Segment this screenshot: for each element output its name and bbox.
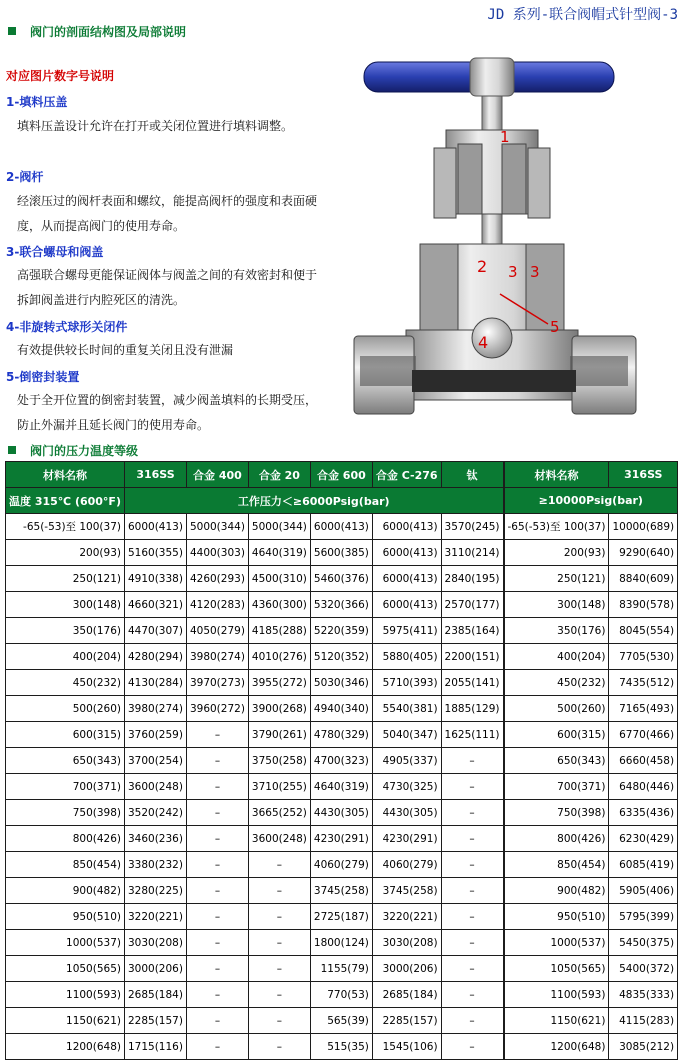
section-heading-pressure: [8, 442, 138, 459]
header-cell: 合金 20: [248, 462, 310, 488]
table-cell: 250(121): [504, 566, 609, 592]
table-cell: 900(482): [504, 878, 609, 904]
table-cell: 4640(319): [310, 774, 372, 800]
table-cell: 4780(329): [310, 722, 372, 748]
table-cell: 4130(284): [124, 670, 186, 696]
table-row: [6, 1008, 678, 1034]
table-cell: 6000(413): [372, 566, 441, 592]
table-cell: 3030(208): [124, 930, 186, 956]
table-cell: 7435(512): [609, 670, 678, 696]
table-cell: 900(482): [6, 878, 125, 904]
table-cell: –: [248, 1034, 310, 1060]
table-cell: 770(53): [310, 982, 372, 1008]
table-cell: 2570(177): [441, 592, 503, 618]
table-cell: –: [441, 1034, 503, 1060]
table-cell: 5120(352): [310, 644, 372, 670]
table-cell: 3220(221): [124, 904, 186, 930]
table-cell: 600(315): [6, 722, 125, 748]
table-row: [6, 800, 678, 826]
table-cell: 750(398): [504, 800, 609, 826]
table-cell: 1800(124): [310, 930, 372, 956]
table-cell: –: [186, 826, 248, 852]
header-cell: 316SS: [124, 462, 186, 488]
table-subheader-row: [6, 488, 678, 514]
table-cell: –: [441, 826, 503, 852]
table-cell: –: [441, 1008, 503, 1034]
table-cell: 1155(79): [310, 956, 372, 982]
table-cell: 3460(236): [124, 826, 186, 852]
diagram-label-4: 4: [478, 333, 489, 352]
table-cell: –: [441, 982, 503, 1008]
table-row: [6, 670, 678, 696]
table-cell: 600(315): [504, 722, 609, 748]
table-cell: 3970(273): [186, 670, 248, 696]
item-body-5: 处于全开位置的倒密封装置，减少阀盖填料的长期受压，防止外漏并且延长阀门的使用寿命。: [17, 393, 318, 432]
table-cell: 7165(493): [609, 696, 678, 722]
table-cell: 350(176): [504, 618, 609, 644]
table-cell: 4360(300): [248, 592, 310, 618]
table-cell: 2685(184): [124, 982, 186, 1008]
bullet-square-icon: [8, 27, 16, 35]
table-cell: 5905(406): [609, 878, 678, 904]
table-cell: 5795(399): [609, 904, 678, 930]
table-cell: 6770(466): [609, 722, 678, 748]
table-cell: 6000(413): [372, 540, 441, 566]
table-cell: 4835(333): [609, 982, 678, 1008]
table-cell: 5975(411): [372, 618, 441, 644]
table-cell: 6335(436): [609, 800, 678, 826]
table-cell: 3600(248): [248, 826, 310, 852]
table-cell: 3600(248): [124, 774, 186, 800]
table-cell: 4230(291): [372, 826, 441, 852]
table-cell: 4060(279): [372, 852, 441, 878]
table-cell: –: [248, 878, 310, 904]
table-cell: 3000(206): [124, 956, 186, 982]
table-cell: 1545(106): [372, 1034, 441, 1060]
table-cell: 4185(288): [248, 618, 310, 644]
table-cell: 5220(359): [310, 618, 372, 644]
table-cell: 450(232): [504, 670, 609, 696]
table-cell: –: [248, 1008, 310, 1034]
table-cell: 3900(268): [248, 696, 310, 722]
table-cell: –: [186, 748, 248, 774]
table-cell: 5400(372): [609, 956, 678, 982]
table-row: [6, 930, 678, 956]
table-row: [6, 982, 678, 1008]
table-cell: –: [186, 1034, 248, 1060]
table-cell: 2385(164): [441, 618, 503, 644]
table-cell: 6660(458): [609, 748, 678, 774]
table-cell: 5000(344): [186, 514, 248, 540]
table-cell: 1150(621): [504, 1008, 609, 1034]
table-cell: 5160(355): [124, 540, 186, 566]
table-row: [6, 826, 678, 852]
table-cell: 5450(375): [609, 930, 678, 956]
table-cell: –: [441, 904, 503, 930]
table-cell: 1885(129): [441, 696, 503, 722]
table-cell: 6000(413): [124, 514, 186, 540]
item-title-3: 3-联合螺母和阀盖: [6, 245, 104, 259]
diagram-label-2: 2: [477, 257, 488, 276]
table-cell: 450(232): [6, 670, 125, 696]
table-cell: 4730(325): [372, 774, 441, 800]
item-body-1: 填料压盖设计允许在打开或关闭位置进行填料调整。: [17, 119, 294, 133]
section-heading-structure: [8, 23, 186, 40]
table-cell: 3220(221): [372, 904, 441, 930]
valve-cross-section-diagram: [350, 56, 670, 426]
table-cell: 950(510): [6, 904, 125, 930]
table-cell: 300(148): [6, 592, 125, 618]
table-cell: 4280(294): [124, 644, 186, 670]
diagram-label-3b: 3: [530, 263, 540, 281]
table-cell: –: [248, 956, 310, 982]
table-cell: 9290(640): [609, 540, 678, 566]
table-cell: 10000(689): [609, 514, 678, 540]
table-cell: 5600(385): [310, 540, 372, 566]
header-cell: 材料名称: [6, 462, 125, 488]
item-title-1: 1-填料压盖: [6, 95, 68, 109]
table-cell: 500(260): [6, 696, 125, 722]
item-title-5: 5-倒密封装置: [6, 370, 80, 384]
pressure-temperature-table: [5, 461, 678, 1060]
item-title-2: 2-阀杆: [6, 170, 44, 184]
table-cell: 1000(537): [504, 930, 609, 956]
table-cell: –: [186, 774, 248, 800]
table-cell: 750(398): [6, 800, 125, 826]
table-cell: 3745(258): [310, 878, 372, 904]
table-row: [6, 722, 678, 748]
table-cell: 5320(366): [310, 592, 372, 618]
table-row: [6, 1034, 678, 1060]
table-cell: 3030(208): [372, 930, 441, 956]
table-cell: 1715(116): [124, 1034, 186, 1060]
table-cell: 5710(393): [372, 670, 441, 696]
table-cell: 4905(337): [372, 748, 441, 774]
table-header-row: [6, 462, 678, 488]
header-cell: 316SS: [609, 462, 678, 488]
table-cell: 5040(347): [372, 722, 441, 748]
table-cell: –: [186, 982, 248, 1008]
table-cell: 4660(321): [124, 592, 186, 618]
table-cell: 700(371): [6, 774, 125, 800]
table-cell: 515(35): [310, 1034, 372, 1060]
table-cell: 6480(446): [609, 774, 678, 800]
table-cell: 5880(405): [372, 644, 441, 670]
table-cell: 8390(578): [609, 592, 678, 618]
header-cell: 合金 C-276: [372, 462, 441, 488]
table-cell: 4060(279): [310, 852, 372, 878]
table-cell: 3520(242): [124, 800, 186, 826]
table-cell: 850(454): [6, 852, 125, 878]
table-row: [6, 696, 678, 722]
header-cell: 钛: [441, 462, 503, 488]
table-row: [6, 956, 678, 982]
diagram-label-5: 5: [550, 318, 560, 336]
table-row: [6, 748, 678, 774]
table-cell: 2725(187): [310, 904, 372, 930]
table-cell: -65(-53)至 100(37): [6, 514, 125, 540]
header-cell: 合金 600: [310, 462, 372, 488]
table-cell: 5030(346): [310, 670, 372, 696]
table-cell: 2840(195): [441, 566, 503, 592]
diagram-label-1: 1: [500, 128, 510, 146]
table-cell: 4640(319): [248, 540, 310, 566]
table-cell: 4010(276): [248, 644, 310, 670]
table-cell: 3750(258): [248, 748, 310, 774]
table-row: [6, 904, 678, 930]
header-cell: 材料名称: [504, 462, 609, 488]
table-cell: 4430(305): [372, 800, 441, 826]
table-row: [6, 540, 678, 566]
table-cell: 3000(206): [372, 956, 441, 982]
table-cell: 4940(340): [310, 696, 372, 722]
table-cell: 3790(261): [248, 722, 310, 748]
temp-rating-cell: 温度 315℃ (600°F): [6, 488, 125, 514]
table-cell: 4260(293): [186, 566, 248, 592]
table-cell: 4700(323): [310, 748, 372, 774]
bullet-square-icon: [8, 446, 16, 454]
table-cell: 950(510): [504, 904, 609, 930]
table-cell: 6230(429): [609, 826, 678, 852]
table-cell: 1050(565): [504, 956, 609, 982]
table-cell: 2285(157): [124, 1008, 186, 1034]
table-cell: 1200(648): [6, 1034, 125, 1060]
table-cell: 800(426): [6, 826, 125, 852]
table-cell: –: [248, 904, 310, 930]
table-cell: 2200(151): [441, 644, 503, 670]
table-cell: 650(343): [6, 748, 125, 774]
table-cell: 400(204): [504, 644, 609, 670]
table-cell: 700(371): [504, 774, 609, 800]
item-body-4: 有效提供较长时间的重复关闭且没有泄漏: [17, 343, 234, 357]
table-cell: 4120(283): [186, 592, 248, 618]
table-cell: 3980(274): [124, 696, 186, 722]
table-cell: 350(176): [6, 618, 125, 644]
table-cell: –: [186, 722, 248, 748]
table-cell: 300(148): [504, 592, 609, 618]
table-cell: 2685(184): [372, 982, 441, 1008]
pressure-rating-6000-cell: 工作压力＜≥6000Psig(bar): [124, 488, 503, 514]
table-cell: 6000(413): [372, 592, 441, 618]
table-cell: 2055(141): [441, 670, 503, 696]
table-cell: 4050(279): [186, 618, 248, 644]
table-cell: 4430(305): [310, 800, 372, 826]
table-cell: –: [186, 800, 248, 826]
table-cell: –: [186, 904, 248, 930]
item-body-2: 经滚压过的阀杆表面和螺纹，能提高阀杆的强度和表面硬度，从而提高阀门的使用寿命。: [17, 194, 318, 233]
table-row: [6, 592, 678, 618]
table-cell: –: [441, 956, 503, 982]
table-cell: –: [441, 800, 503, 826]
table-cell: 1050(565): [6, 956, 125, 982]
table-cell: –: [186, 1008, 248, 1034]
table-cell: 5000(344): [248, 514, 310, 540]
table-cell: 2285(157): [372, 1008, 441, 1034]
table-cell: 200(93): [504, 540, 609, 566]
item-title-4: 4-非旋转式球形关闭件: [6, 320, 128, 334]
table-cell: –: [441, 748, 503, 774]
section-heading-text: 阀门的剖面结构图及局部说明: [30, 25, 187, 39]
pressure-rating-10000-cell: ≥10000Psig(bar): [504, 488, 678, 514]
table-cell: 650(343): [504, 748, 609, 774]
table-cell: 7705(530): [609, 644, 678, 670]
table-cell: 565(39): [310, 1008, 372, 1034]
table-cell: 5460(376): [310, 566, 372, 592]
table-cell: 4470(307): [124, 618, 186, 644]
table-cell: –: [186, 930, 248, 956]
page-title: JD 系列-联合阀帽式针型阀-3: [487, 7, 678, 23]
table-row: [6, 878, 678, 904]
table-cell: 1200(648): [504, 1034, 609, 1060]
legend-title: 对应图片数字号说明: [6, 69, 115, 83]
table-cell: -65(-53)至 100(37): [504, 514, 609, 540]
table-cell: 3700(254): [124, 748, 186, 774]
table-row: [6, 618, 678, 644]
table-cell: 4115(283): [609, 1008, 678, 1034]
table-row: [6, 566, 678, 592]
table-cell: 1150(621): [6, 1008, 125, 1034]
table-cell: 6000(413): [310, 514, 372, 540]
table-cell: 200(93): [6, 540, 125, 566]
header-cell: 合金 400: [186, 462, 248, 488]
table-row: [6, 852, 678, 878]
table-cell: 8840(609): [609, 566, 678, 592]
table-cell: 5540(381): [372, 696, 441, 722]
table-cell: 6000(413): [372, 514, 441, 540]
table-cell: 3665(252): [248, 800, 310, 826]
table-cell: 3570(245): [441, 514, 503, 540]
table-cell: –: [441, 930, 503, 956]
table-cell: –: [248, 930, 310, 956]
table-cell: 3955(272): [248, 670, 310, 696]
table-cell: 1100(593): [504, 982, 609, 1008]
table-cell: 1000(537): [6, 930, 125, 956]
table-cell: 3110(214): [441, 540, 503, 566]
table-cell: –: [441, 852, 503, 878]
table-cell: 3960(272): [186, 696, 248, 722]
table-cell: 3710(255): [248, 774, 310, 800]
table-cell: –: [186, 852, 248, 878]
table-cell: 250(121): [6, 566, 125, 592]
table-cell: 4500(310): [248, 566, 310, 592]
table-cell: 8045(554): [609, 618, 678, 644]
table-cell: 850(454): [504, 852, 609, 878]
table-cell: –: [248, 982, 310, 1008]
table-cell: –: [248, 852, 310, 878]
table-cell: 800(426): [504, 826, 609, 852]
section-heading-text: 阀门的压力温度等级: [30, 444, 139, 458]
table-cell: 6085(419): [609, 852, 678, 878]
table-cell: 3760(259): [124, 722, 186, 748]
table-cell: 4400(303): [186, 540, 248, 566]
table-cell: –: [186, 878, 248, 904]
table-cell: 500(260): [504, 696, 609, 722]
table-cell: 4230(291): [310, 826, 372, 852]
table-cell: 3980(274): [186, 644, 248, 670]
table-cell: –: [441, 774, 503, 800]
table-cell: 3085(212): [609, 1034, 678, 1060]
table-row: [6, 774, 678, 800]
handle-hub: [470, 58, 514, 96]
diagram-label-3a: 3: [508, 263, 518, 281]
table-row: [6, 644, 678, 670]
table-cell: 3280(225): [124, 878, 186, 904]
table-cell: 3380(232): [124, 852, 186, 878]
table-row: [6, 514, 678, 540]
table-cell: 400(204): [6, 644, 125, 670]
table-cell: 3745(258): [372, 878, 441, 904]
table-cell: –: [441, 878, 503, 904]
item-body-3: 高强联合螺母更能保证阀体与阀盖之间的有效密封和便于拆卸阀盖进行内腔死区的清洗。: [17, 268, 318, 307]
table-cell: 4910(338): [124, 566, 186, 592]
table-cell: 1625(111): [441, 722, 503, 748]
table-cell: –: [186, 956, 248, 982]
table-cell: 1100(593): [6, 982, 125, 1008]
